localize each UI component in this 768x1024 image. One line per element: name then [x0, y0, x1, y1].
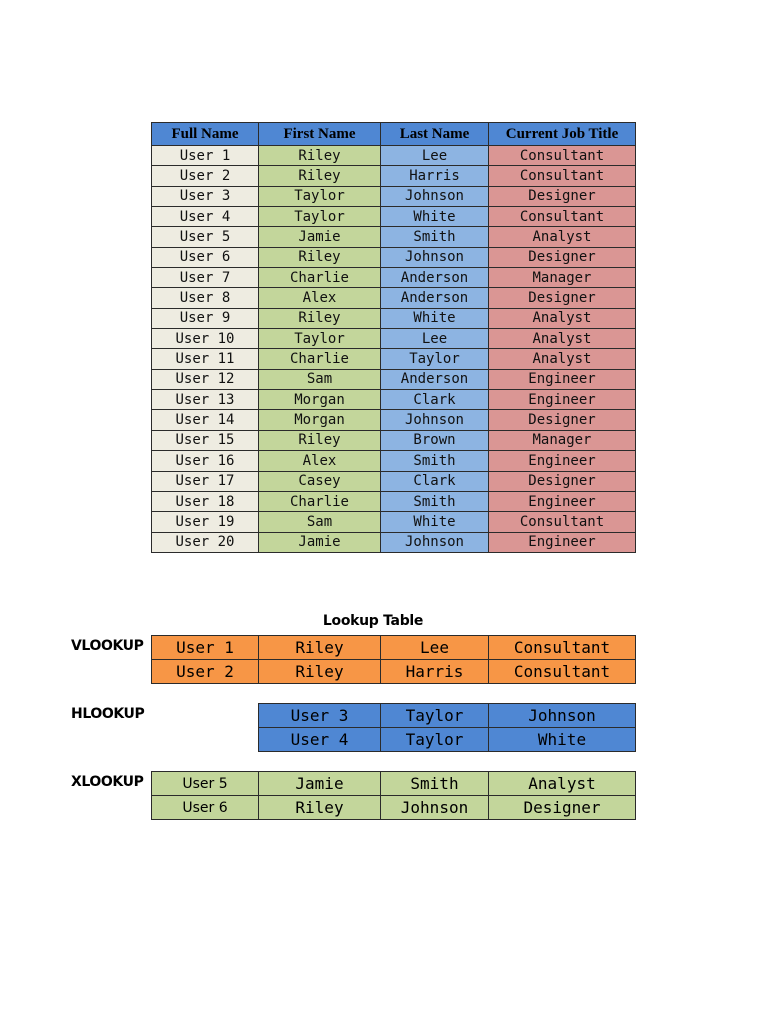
last-name-cell: Anderson [381, 268, 489, 288]
job-title-cell: Analyst [489, 349, 636, 369]
full-name-cell: User 6 [152, 247, 259, 267]
first-name-cell: Casey [259, 471, 381, 491]
table-row [152, 349, 636, 369]
full-name-cell: User 19 [152, 512, 259, 532]
table-row [152, 532, 636, 552]
last-name-cell: Johnson [381, 410, 489, 430]
last-name-cell: Taylor [381, 349, 489, 369]
hlookup-row [259, 704, 636, 728]
first-name-cell: Taylor [381, 728, 489, 752]
table-row [152, 329, 636, 349]
job-title-cell: Designer [489, 471, 636, 491]
table-row [152, 512, 636, 532]
table-row [152, 451, 636, 471]
last-name-cell: Johnson [489, 704, 636, 728]
last-name-cell: White [489, 728, 636, 752]
job-title-cell: Designer [489, 247, 636, 267]
header-full-name: Full Name [152, 123, 259, 146]
full-name-cell: User 7 [152, 268, 259, 288]
table-row [152, 410, 636, 430]
last-name-cell: Smith [381, 451, 489, 471]
job-title-cell: Analyst [489, 227, 636, 247]
first-name-cell: Morgan [259, 390, 381, 410]
table-row [152, 471, 636, 491]
full-name-cell: User 5 [152, 227, 259, 247]
last-name-cell: Anderson [381, 288, 489, 308]
vlookup-row [152, 636, 636, 660]
last-name-cell: White [381, 207, 489, 227]
full-name-cell: User 13 [152, 390, 259, 410]
full-name-cell: User 2 [152, 660, 259, 684]
job-title-cell: Engineer [489, 532, 636, 552]
first-name-cell: Taylor [259, 329, 381, 349]
table-header-row [152, 123, 636, 146]
full-name-cell: User 18 [152, 491, 259, 511]
first-name-cell: Charlie [259, 268, 381, 288]
table-row [152, 268, 636, 288]
job-title-cell: Consultant [489, 166, 636, 186]
first-name-cell: Charlie [259, 491, 381, 511]
first-name-cell: Sam [259, 369, 381, 389]
xlookup-table [151, 771, 636, 820]
table-row [152, 146, 636, 166]
full-name-cell: User 5 [152, 772, 259, 796]
first-name-cell: Morgan [259, 410, 381, 430]
full-name-cell: User 17 [152, 471, 259, 491]
header-first-name: First Name [259, 123, 381, 146]
lookup-table-caption: Lookup Table [322, 613, 424, 629]
last-name-cell: White [381, 308, 489, 328]
job-title-cell: Analyst [489, 772, 636, 796]
job-title-cell: Consultant [489, 660, 636, 684]
last-name-cell: White [381, 512, 489, 532]
last-name-cell: Lee [381, 146, 489, 166]
first-name-cell: Riley [259, 430, 381, 450]
full-name-cell: User 1 [152, 146, 259, 166]
last-name-cell: Smith [381, 772, 489, 796]
last-name-cell: Harris [381, 166, 489, 186]
job-title-cell: Designer [489, 410, 636, 430]
first-name-cell: Taylor [381, 704, 489, 728]
job-title-cell: Engineer [489, 491, 636, 511]
table-row [152, 369, 636, 389]
xlookup-label: XLOOKUP [71, 774, 144, 790]
job-title-cell: Consultant [489, 146, 636, 166]
table-row [152, 430, 636, 450]
full-name-cell: User 2 [152, 166, 259, 186]
hlookup-label: HLOOKUP [71, 706, 145, 722]
first-name-cell: Taylor [259, 186, 381, 206]
last-name-cell: Anderson [381, 369, 489, 389]
full-name-cell: User 6 [152, 796, 259, 820]
table-row [152, 186, 636, 206]
employee-table [151, 122, 636, 553]
vlookup-table [151, 635, 636, 684]
table-row [152, 390, 636, 410]
table-row [152, 207, 636, 227]
table-row [152, 227, 636, 247]
last-name-cell: Johnson [381, 186, 489, 206]
last-name-cell: Harris [381, 660, 489, 684]
job-title-cell: Engineer [489, 369, 636, 389]
job-title-cell: Engineer [489, 451, 636, 471]
first-name-cell: Riley [259, 247, 381, 267]
employee-table-body [152, 146, 636, 553]
full-name-cell: User 4 [259, 728, 381, 752]
header-job-title: Current Job Title [489, 123, 636, 146]
job-title-cell: Manager [489, 268, 636, 288]
last-name-cell: Smith [381, 491, 489, 511]
table-row [152, 247, 636, 267]
table-row [152, 491, 636, 511]
full-name-cell: User 1 [152, 636, 259, 660]
full-name-cell: User 3 [152, 186, 259, 206]
full-name-cell: User 3 [259, 704, 381, 728]
full-name-cell: User 4 [152, 207, 259, 227]
full-name-cell: User 14 [152, 410, 259, 430]
job-title-cell: Designer [489, 186, 636, 206]
first-name-cell: Alex [259, 451, 381, 471]
job-title-cell: Analyst [489, 329, 636, 349]
hlookup-table [258, 703, 636, 752]
xlookup-row [152, 772, 636, 796]
job-title-cell: Consultant [489, 512, 636, 532]
full-name-cell: User 11 [152, 349, 259, 369]
table-row [152, 166, 636, 186]
full-name-cell: User 12 [152, 369, 259, 389]
hlookup-row [259, 728, 636, 752]
full-name-cell: User 16 [152, 451, 259, 471]
last-name-cell: Johnson [381, 796, 489, 820]
first-name-cell: Riley [259, 636, 381, 660]
full-name-cell: User 8 [152, 288, 259, 308]
job-title-cell: Engineer [489, 390, 636, 410]
last-name-cell: Johnson [381, 532, 489, 552]
full-name-cell: User 9 [152, 308, 259, 328]
full-name-cell: User 15 [152, 430, 259, 450]
job-title-cell: Consultant [489, 207, 636, 227]
first-name-cell: Riley [259, 660, 381, 684]
first-name-cell: Taylor [259, 207, 381, 227]
job-title-cell: Designer [489, 288, 636, 308]
last-name-cell: Smith [381, 227, 489, 247]
full-name-cell: User 10 [152, 329, 259, 349]
last-name-cell: Clark [381, 471, 489, 491]
first-name-cell: Charlie [259, 349, 381, 369]
first-name-cell: Jamie [259, 532, 381, 552]
first-name-cell: Jamie [259, 227, 381, 247]
last-name-cell: Lee [381, 329, 489, 349]
job-title-cell: Designer [489, 796, 636, 820]
first-name-cell: Alex [259, 288, 381, 308]
job-title-cell: Consultant [489, 636, 636, 660]
xlookup-row [152, 796, 636, 820]
header-last-name: Last Name [381, 123, 489, 146]
last-name-cell: Lee [381, 636, 489, 660]
vlookup-row [152, 660, 636, 684]
vlookup-label: VLOOKUP [71, 638, 144, 654]
table-row [152, 288, 636, 308]
job-title-cell: Manager [489, 430, 636, 450]
first-name-cell: Riley [259, 796, 381, 820]
last-name-cell: Johnson [381, 247, 489, 267]
job-title-cell: Analyst [489, 308, 636, 328]
first-name-cell: Riley [259, 166, 381, 186]
full-name-cell: User 20 [152, 532, 259, 552]
table-row [152, 308, 636, 328]
last-name-cell: Brown [381, 430, 489, 450]
last-name-cell: Clark [381, 390, 489, 410]
first-name-cell: Jamie [259, 772, 381, 796]
first-name-cell: Riley [259, 146, 381, 166]
first-name-cell: Sam [259, 512, 381, 532]
first-name-cell: Riley [259, 308, 381, 328]
